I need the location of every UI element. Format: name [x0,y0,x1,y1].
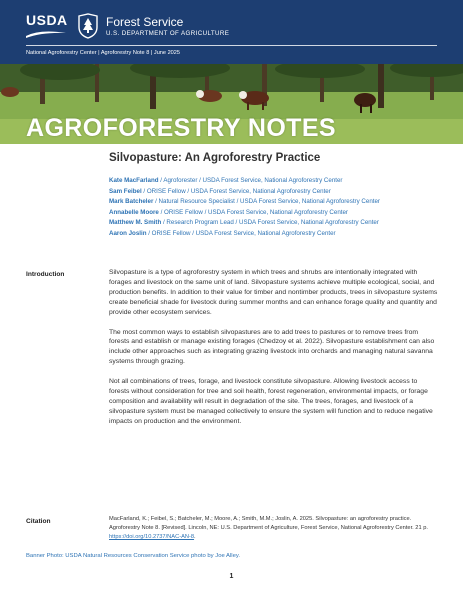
author-role: / Natural Resource Specialist / USDA Forest Service, National Agroforestry Center [153,198,380,206]
forest-service-shield-icon[interactable] [77,13,99,39]
department-name: U.S. DEPARTMENT OF AGRICULTURE [106,30,230,37]
author-role: / Research Program Lead / USDA Forest Service, National Agroforestry Center [161,219,379,227]
banner-photo [0,64,463,144]
introduction-heading: Introduction [26,271,65,278]
author-role: / ORISE Fellow / USDA Forest Service, National Agroforestry Center [141,187,331,195]
author-role: / ORISE Fellow / USDA Forest Service, National Agroforestry Center [158,208,348,216]
author-name: Kate MacFarland [109,177,159,184]
author-line [109,229,449,240]
agency-name: Forest Service [106,15,184,29]
header-divider [26,45,437,46]
document-title: Silvopasture: An Agroforestry Practice [109,152,321,164]
introduction-paragraph: Silvopasture is a type of agroforestry system in which trees and shrubs are intentionally integrated with forages and livestock on the same unit of land. Silvopasture systems achieve multiple ecological, social, and production benefits. In addition to their value for timber and nontimber products, trees in silvopasture systems create beneficial shade for livestock during summer months and can enhance forage quality and quantity and provide other ecosystem services. [109,269,438,316]
author-line [109,208,449,219]
citation-heading: Citation [26,518,51,525]
banner-title: AGROFORESTRY NOTES [26,114,337,142]
series-line: National Agroforestry Center | Agroforestry Note 8 | June 2025 [26,50,181,56]
author-name: Annabelle Moore [109,208,159,216]
usda-swoosh-icon [26,29,66,39]
author-line [109,197,449,208]
usda-logo[interactable]: USDA [26,12,68,28]
author-line [109,176,449,187]
citation-text: MacFarland, K.; Feibel, S.; Batcheler, M.; Moore, A.; Smith, M.M.; Joslin, A. 2025. Silvopasture: an agroforestry practice. Agroforestry Note 8. [Revised]. Lincoln, NE: U.S. Department of Agriculture, Forest Service, National Agroforestry Center. 21 p. [109,516,428,531]
photo-credit: Banner Photo: USDA Natural Resources Conservation Service photo by Joe Alley. [26,553,241,559]
author-role: / Agroforester / USDA Forest Service, National Agroforestry Center [158,177,343,184]
header-bar [0,0,463,64]
author-list [109,176,449,240]
introduction-body [109,268,439,437]
author-name: Mark Batcheler [109,198,154,206]
introduction-paragraph: The most common ways to establish silvopastures are to add trees to pastures or to remove trees from forests and establish or manage existing forages (Chedzoy et al. 2022). Silvopasture establishment can also include other approaches such as integrating grazing livestock into orchards and managing natural savanna systems through grazing. [109,328,435,366]
citation-doi-link[interactable]: https://doi.org/10.2737/NAC-AN-8 [109,534,195,540]
page-number: 1 [229,573,234,580]
author-line [109,187,449,198]
author-name: Sam Feibel [109,187,142,195]
citation-end: . [194,534,196,540]
author-name: Matthew M. Smith [109,219,162,227]
introduction-paragraph: Not all combinations of trees, forage, and livestock constitute silvopasture. Allowing livestock access to forests without consideration for tree and soil health, forest regeneration, environmental impacts, or forage composition and availability will result in degradation of the site. The trees, forages, and livestock of a silvopasture system must be managed collectively to ensure the system will function and to reduce negative impacts on production and the environment. [109,378,433,425]
citation-body [109,515,441,542]
author-role: / ORISE Fellow / USDA Forest Service, National Agroforestry Center [146,229,336,237]
author-name: Aaron Joslin [109,229,147,237]
author-line [109,218,449,229]
